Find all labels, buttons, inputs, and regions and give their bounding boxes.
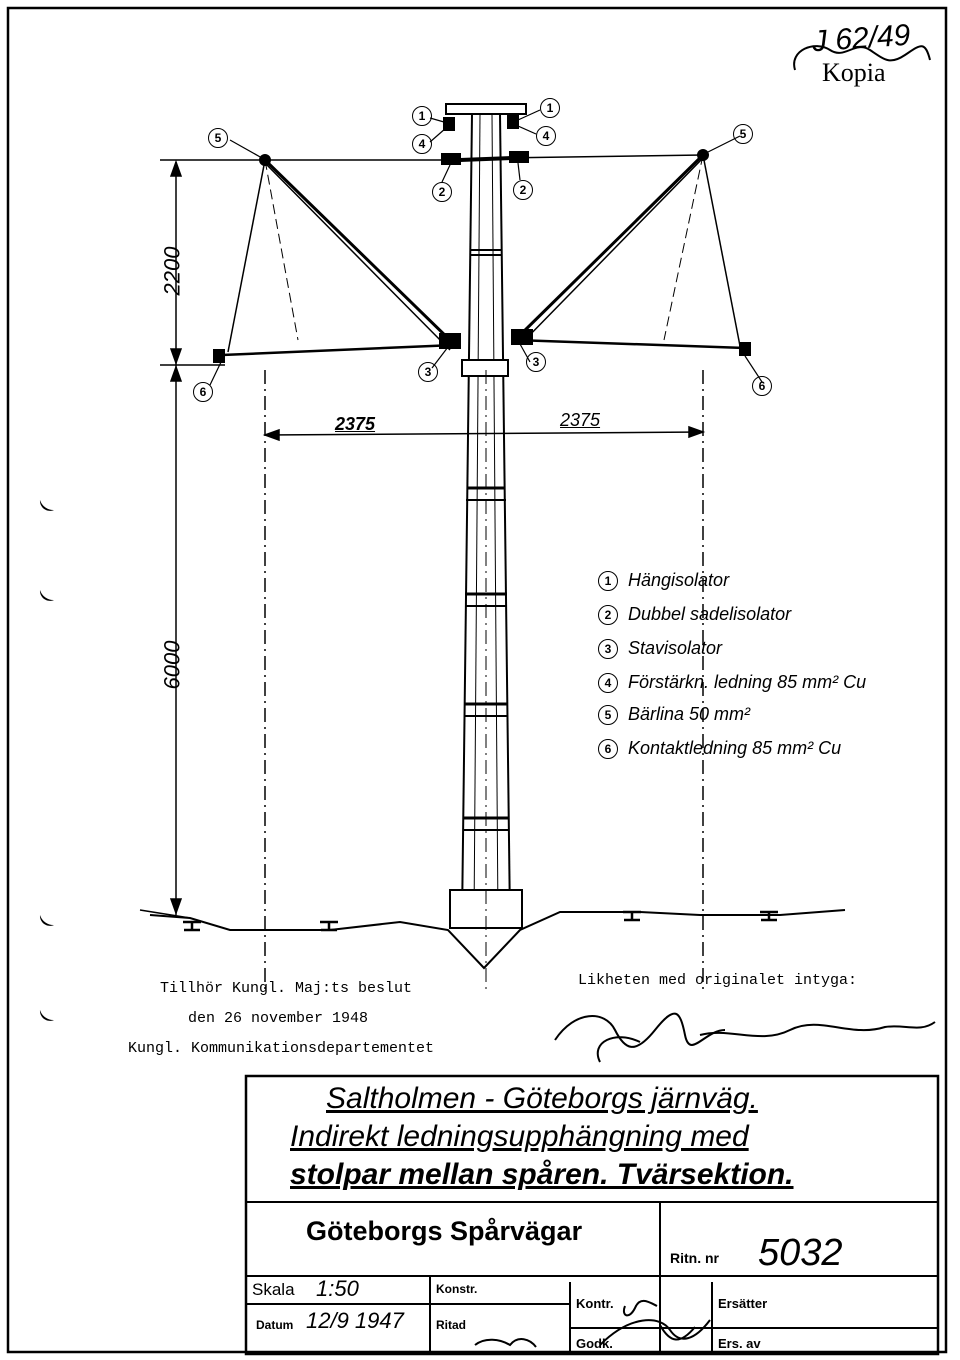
scale-value: 1:50 [316,1276,359,1301]
drawn-label: Ritad [436,1318,466,1332]
date-value: 12/9 1947 [306,1308,404,1333]
legend-item-5: 5 Bärlina 50 mm² [598,704,750,725]
drawing-no: 5032 [758,1232,843,1274]
callout-3-left: 3 [418,362,438,382]
callout-2-right: 2 [513,180,533,200]
callout-6-right: 6 [752,376,772,396]
callout-2-left: 2 [432,182,452,202]
callout-leaders [210,110,762,385]
callout-4-right: 4 [536,126,556,146]
left-cantilever [214,155,470,362]
copy-label: Kopia [822,58,886,87]
company-name: Göteborgs Spårvägar [306,1216,583,1246]
legend-item-3: 3 Stavisolator [598,638,722,659]
callout-6-left: 6 [193,382,213,402]
designed-label: Konstr. [436,1282,478,1296]
replaces-label: Ersätter [718,1296,768,1311]
insulators [440,116,532,348]
scale-label: Skala [252,1280,295,1299]
approval-line-1: Tillhör Kungl. Maj:ts beslut [160,980,413,997]
approved-label: Godk. [576,1336,613,1351]
replaced-by-label: Ers. av [718,1336,761,1351]
doc-ref: J 62/49 [810,18,912,59]
certification-text: Likheten med originalet intyga: [578,972,858,989]
callout-1-right: 1 [540,98,560,118]
dim-span-right: 2375 [560,410,601,430]
callout-5-right: 5 [733,124,753,144]
dim-height-main: 6000 [159,640,185,690]
legend-item-2: 2 Dubbel sadelisolator [598,604,791,625]
dim-height-top: 2200 [159,246,185,296]
dim-span-left: 2375 [335,414,376,434]
callout-3-right: 3 [526,352,546,372]
title-line-2: Indirekt ledningsupphängning med [290,1120,749,1153]
drawing-no-label: Ritn. nr [670,1250,719,1266]
callout-1-left: 1 [412,106,432,126]
legend-item-4: 4 Förstärkn. ledning 85 mm² Cu [598,672,866,693]
pole-top-cap [446,104,526,114]
callout-4-left: 4 [412,134,432,154]
binding-marks [40,500,54,1021]
date-label: Datum [256,1318,294,1332]
callout-5-left: 5 [208,128,228,148]
legend-item-1: 1 Hängisolator [598,570,729,591]
title-line-1: Saltholmen - Göteborgs järnväg. [326,1082,758,1115]
checked-label: Kontr. [576,1296,614,1311]
approval-line-2: den 26 november 1948 [188,1010,369,1027]
legend-item-6: 6 Kontaktledning 85 mm² Cu [598,738,841,759]
title-line-3: stolpar mellan spåren. Tvärsektion. [290,1158,794,1191]
right-cantilever [500,150,750,355]
approval-line-3: Kungl. Kommunikationsdepartementet [128,1040,435,1057]
